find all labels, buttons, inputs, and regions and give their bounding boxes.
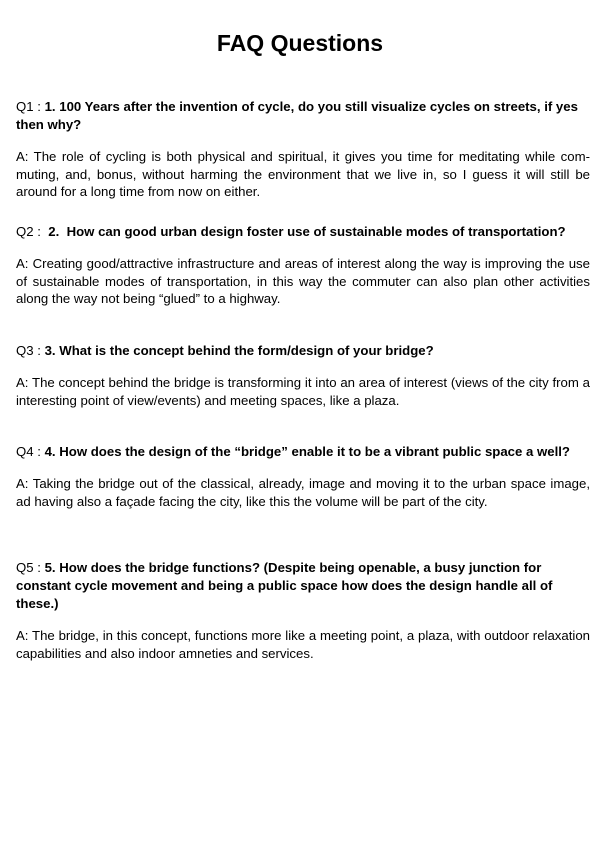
faq-item — [16, 98, 590, 201]
question — [16, 559, 590, 613]
question-number: Q5 : — [16, 560, 45, 575]
faq-item — [16, 342, 590, 409]
faq-item — [16, 443, 590, 510]
question — [16, 98, 590, 134]
page-title: FAQ Questions — [216, 30, 384, 56]
answer-text: A: Creating good/attractive infrastructure and areas of interest along the way is improving the use of sustainable modes of transportation, in this way the commuter can also plan other activities along the way not being “glued” to a highway. — [16, 256, 590, 306]
faq-item — [16, 223, 590, 308]
answer-text: A: Taking the bridge out of the classical, already, image and moving it to the urban space image, ad having also a façade facing the city, like this the volume will be part of the city. — [16, 476, 590, 509]
question-text: 1. 100 Years after the invention of cycle, do you still visualize cycles on streets, if yes then why? — [16, 99, 578, 132]
question — [16, 443, 590, 461]
question-text: 4. How does the design of the “bridge” enable it to be a vibrant public space a well? — [44, 444, 570, 459]
answer-text: A: The concept behind the bridge is transforming it into an area of interest (views of the city from a interesting point of view/events) and meeting spaces, like a plaza. — [16, 375, 590, 408]
question-text: 5. How does the bridge functions? (Despite being openable, a busy junction for constant cycle movement and being a public space how does the design handle all of these.) — [16, 560, 553, 611]
question-text: 2. How can good urban design foster use of sustainable modes of transportation? — [48, 224, 566, 239]
answer-text: A: The role of cycling is both physical and spiritual, it gives you time for meditating while commuting, and, bonus, without harming the environment that we live in, so I guess it will still be around for a long time from now on either. — [16, 149, 590, 199]
question-number: Q2 : — [16, 224, 49, 239]
answer-text: A: The bridge, in this concept, functions more like a meeting point, a plaza, with outdoor relaxation capabilities and also indoor amneties and services. — [16, 628, 590, 661]
question — [16, 223, 590, 241]
question-text: 3. What is the concept behind the form/design of your bridge? — [44, 343, 434, 358]
question — [16, 342, 590, 360]
question-number: Q3 : — [16, 343, 45, 358]
faq-item — [16, 559, 590, 662]
question-number: Q4 : — [16, 444, 45, 459]
question-number: Q1 : — [16, 99, 45, 114]
